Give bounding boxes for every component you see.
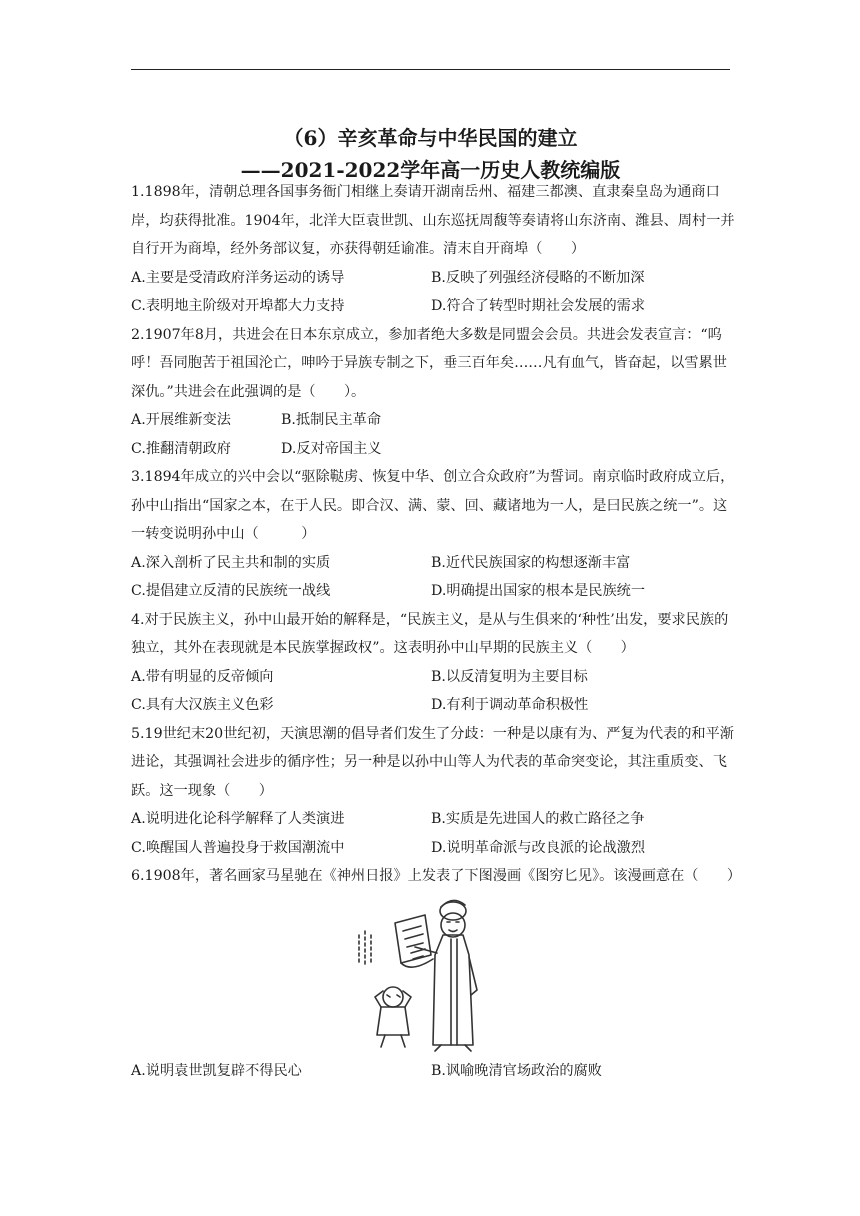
option-d: D.明确提出国家的根本是民族统一	[431, 583, 646, 599]
question-3-options-row-1	[131, 549, 735, 578]
question-4-stem: 4.对于民族主义，孙中山最开始的解释是，“民族主义，是从与生俱来的‘种性’出发，要求民族的独立，其外在表现就是本民族掌握政权”。这表明孙中山早期的民族主义（ ）	[131, 611, 729, 656]
option-a: A.主要是受清政府洋务运动的诱导	[131, 269, 345, 286]
question-2-stem: 2.1907年8月，共进会在日本东京成立，参加者绝大多数是同盟会会员。共进会发表宣言：“呜呼！吾同胞苦于祖国沦亡，呻吟于异族专制之下，垂三百年矣……凡有血气，皆奋起，以雪累世深仇。”共进会在此强调的是（ ）。	[131, 326, 727, 400]
question-1-options-row-1	[131, 264, 735, 293]
question-1-stem: 1.1898年，清朝总理各国事务衙门相继上奏请开湖南岳州、福建三都澳、直隶秦皇岛为通商口岸，均获得批准。1904年，北洋大臣袁世凯、山东巡抚周馥等奏请将山东济南、潍县、周村一并自行开为商埠，经外务部议复，亦获得朝廷谕准。清末自开商埠（ ）	[131, 184, 735, 257]
question-3-stem: 3.1894年成立的兴中会以“驱除鞑虏、恢复中华、创立合众政府”为誓词。南京临时政府成立后，孙中山指出“国家之本，在于人民。即合汉、满、蒙、回、藏诸地为一人，是曰民族之统一”。这一转变说明孙中山（ ）	[131, 469, 735, 542]
question-4-options-row-1	[131, 663, 735, 692]
question-4-options-row-2	[131, 691, 735, 720]
question-1-options-row-2	[131, 292, 735, 321]
option-d: D.符合了转型时期社会发展的需求	[431, 298, 646, 314]
option-c: C.提倡建立反清的民族统一战线	[131, 583, 331, 599]
question-2-options-row-2	[131, 435, 735, 464]
question-5-options-row-1	[131, 805, 735, 834]
option-a: A.开展维新变法	[131, 412, 231, 428]
cartoon-figure	[131, 895, 735, 1055]
option-c: C.表明地主阶级对开埠都大力支持	[131, 298, 345, 314]
option-a: A.带有明显的反帝倾向	[131, 668, 274, 685]
question-6-options-row-1	[131, 1057, 735, 1086]
option-c: C.唤醒国人普遍投身于救国潮流中	[131, 839, 345, 856]
option-d: D.说明革命派与改良派的论战激烈	[431, 839, 646, 856]
option-b: B.讽喻晚清官场政治的腐败	[431, 1062, 602, 1079]
title-line-2: ——2021-2022学年高一历史人教统编版	[240, 158, 621, 182]
option-b: B.抵制民主革命	[281, 412, 382, 428]
question-5-options-row-2	[131, 834, 735, 863]
title-line-1: （6）辛亥革命与中华民国的建立	[283, 126, 578, 150]
option-b: B.以反清复明为主要目标	[431, 668, 588, 685]
option-a: A.说明进化论科学解释了人类演进	[131, 811, 345, 827]
header-rule	[131, 69, 730, 70]
option-b: B.近代民族国家的构想逐渐丰富	[431, 554, 631, 571]
question-6-stem: 6.1908年，著名画家马星驰在《神州日报》上发表了下图漫画《图穷匕见》。该漫画意在（ ）	[131, 868, 742, 884]
option-d: D.反对帝国主义	[281, 440, 382, 457]
question-5-stem: 5.19世纪末20世纪初，天演思潮的倡导者们发生了分歧：一种是以康有为、严复为代表的和平渐进论，其强调社会进步的循序性；另一种是以孙中山等人为代表的革命突变论，其注重质变、飞跃。这一现象（ ）	[131, 725, 734, 799]
question-3-options-row-2	[131, 577, 735, 606]
option-c: C.推翻清朝政府	[131, 440, 231, 457]
question-2-options-row-1	[131, 406, 735, 435]
option-a: A.深入剖析了民主共和制的实质	[131, 554, 331, 571]
option-a: A.说明袁世凯复辟不得民心	[131, 1062, 302, 1079]
option-b: B.反映了列强经济侵略的不断加深	[431, 269, 645, 286]
option-d: D.有利于调动革命积极性	[431, 697, 589, 713]
cartoon-illustration	[353, 895, 503, 1055]
question-list	[131, 178, 742, 1085]
option-c: C.具有大汉族主义色彩	[131, 697, 274, 713]
option-b: B.实质是先进国人的救亡路径之争	[431, 811, 645, 827]
